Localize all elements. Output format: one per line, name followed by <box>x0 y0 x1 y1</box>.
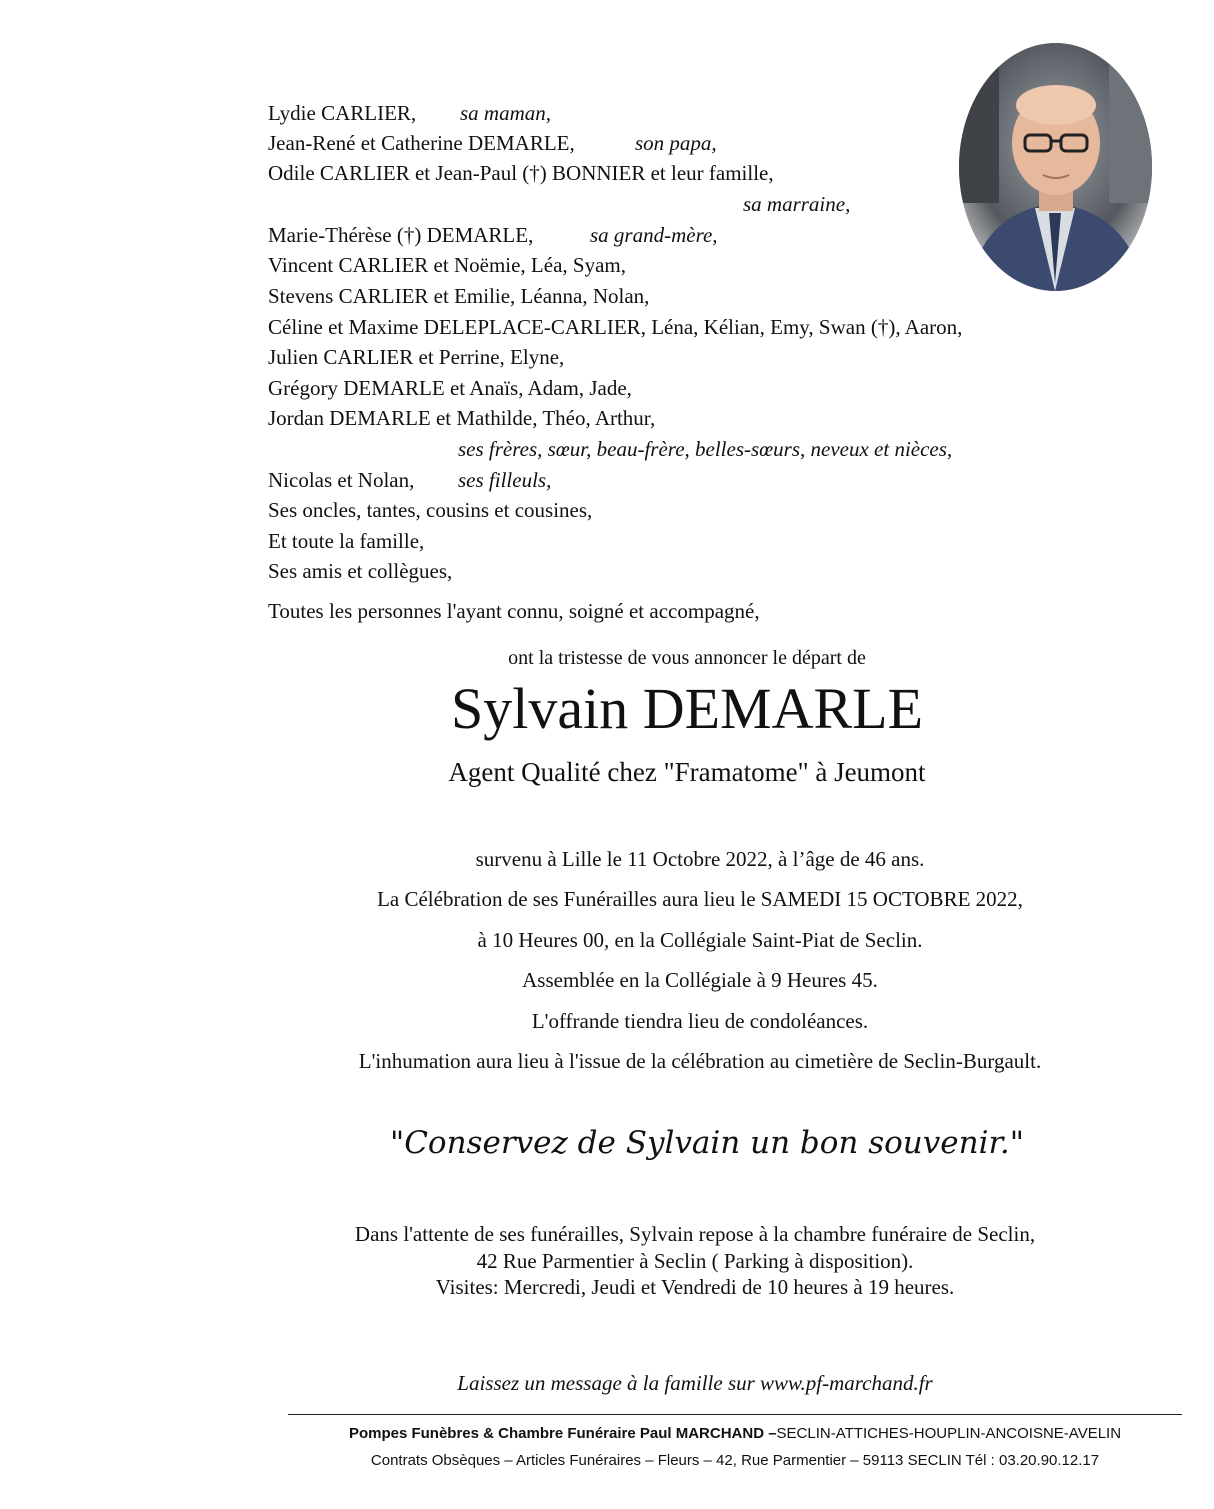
family-member: Odile CARLIER et Jean-Paul (†) BONNIER et leur famille, <box>268 161 774 185</box>
footer-company-line <box>288 1424 1182 1444</box>
family-member: Julien CARLIER et Perrine, Elyne, <box>268 345 565 369</box>
family-member: Ses oncles, tantes, cousins et cousines, <box>268 498 593 522</box>
company-name: Pompes Funèbres & Chambre Funéraire Paul MARCHAND – <box>348 1425 777 1442</box>
memorial-quote: "Conservez de Sylvain un bon souvenir." <box>389 1125 1025 1161</box>
family-member: Lydie CARLIER, <box>268 101 417 125</box>
visiting-hours: Visites: Mercredi, Jeudi et Vendredi de 10 heures à 19 heures. <box>435 1275 955 1299</box>
rest-address: 42 Rue Parmentier à Seclin ( Parking à disposition). <box>476 1249 914 1273</box>
announce-text: ont la tristesse de vous annoncer le départ de <box>508 647 866 669</box>
footer-divider <box>288 1414 1182 1415</box>
assembly-time: Assemblée en la Collégiale à 9 Heures 45. <box>522 968 878 992</box>
company-towns: SECLIN-ATTICHES-HOUPLIN-ANCOISNE-AVELIN <box>776 1425 1122 1442</box>
relation-label: son papa, <box>635 131 717 155</box>
death-details: survenu à Lille le 11 Octobre 2022, à l’âge de 46 ans. <box>475 847 925 871</box>
footer-services-line: Contrats Obsèques – Articles Funéraires – Fleurs – 42, Rue Parmentier – 59113 SECLIN Tél : 03.20.90.12.17 <box>370 1452 1100 1469</box>
family-member: Ses amis et collègues, <box>268 559 453 583</box>
family-member: Nicolas et Nolan, <box>268 468 415 492</box>
relation-label: sa marraine, <box>743 192 851 216</box>
portrait-photo <box>959 43 1152 291</box>
message-link: Laissez un message à la famille sur www.pf-marchand.fr <box>457 1371 933 1395</box>
occupation: Agent Qualité chez "Framatome" à Jeumont <box>448 757 926 787</box>
rest-location: Dans l'attente de ses funérailles, Sylvain repose à la chambre funéraire de Seclin, <box>354 1222 1036 1246</box>
ceremony-place: à 10 Heures 00, en la Collégiale Saint-Piat de Seclin. <box>477 928 923 952</box>
family-member: Grégory DEMARLE et Anaïs, Adam, Jade, <box>268 376 632 400</box>
burial-note: L'inhumation aura lieu à l'issue de la célébration au cimetière de Seclin-Burgault. <box>358 1049 1042 1073</box>
family-member: Jean-René et Catherine DEMARLE, <box>268 131 575 155</box>
relation-label: ses frères, sœur, beau-frère, belles-sœurs, neveux et nièces, <box>458 437 953 461</box>
family-member: Toutes les personnes l'ayant connu, soigné et accompagné, <box>268 599 760 623</box>
portrait-illustration <box>959 43 1152 291</box>
family-line-1 <box>268 100 416 126</box>
ceremony-date: La Célébration de ses Funérailles aura lieu le SAMEDI 15 OCTOBRE 2022, <box>377 887 1023 911</box>
relation-label: sa maman, <box>460 101 552 125</box>
family-member: Marie-Thérèse (†) DEMARLE, <box>268 223 534 247</box>
deceased-name: Sylvain DEMARLE <box>450 676 924 741</box>
relation-label: ses filleuls, <box>458 468 552 492</box>
offering-note: L'offrande tiendra lieu de condoléances. <box>531 1009 869 1033</box>
relation-label: sa grand-mère, <box>590 223 718 247</box>
family-member: Et toute la famille, <box>268 529 425 553</box>
family-member: Céline et Maxime DELEPLACE-CARLIER, Léna, Kélian, Emy, Swan (†), Aaron, <box>268 315 963 339</box>
family-member: Jordan DEMARLE et Mathilde, Théo, Arthur, <box>268 406 656 430</box>
family-member: Vincent CARLIER et Noëmie, Léa, Syam, <box>268 253 626 277</box>
family-member: Stevens CARLIER et Emilie, Léanna, Nolan, <box>268 284 650 308</box>
